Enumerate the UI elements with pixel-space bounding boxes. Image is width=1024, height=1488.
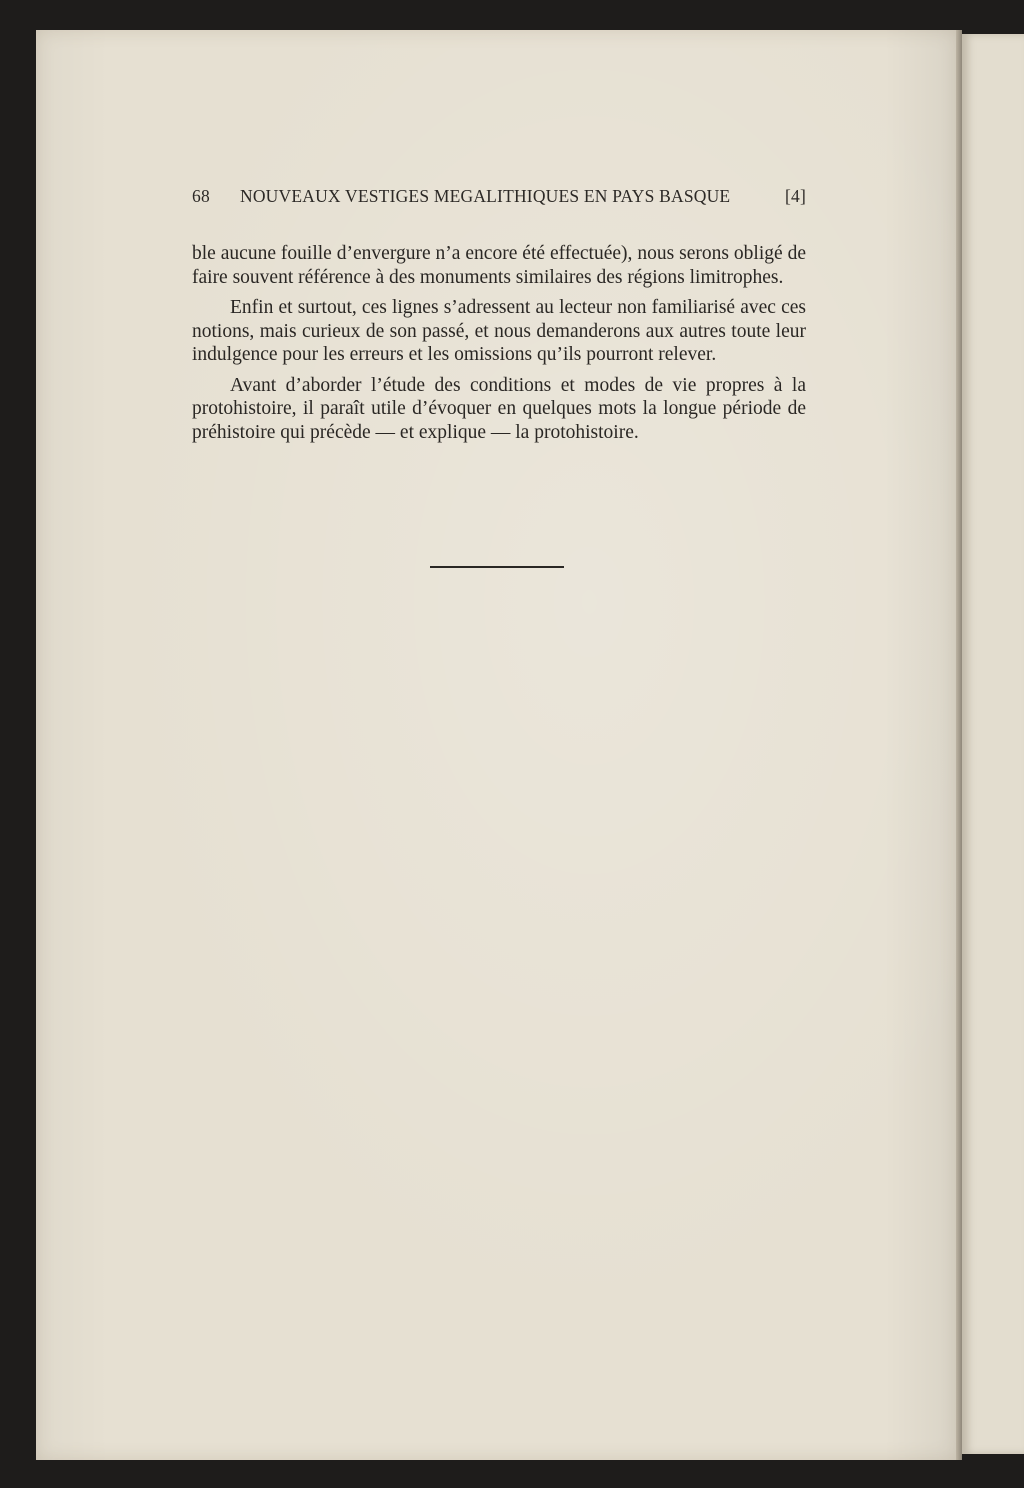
section-marker: [4] [784, 186, 806, 206]
facing-page-edge [962, 34, 1024, 1454]
paragraph-continuation: ble aucune fouille d’envergure n’a encore été effectuée), nous serons obligé de faire souvent référence à des monuments similaires des régions limitrophes. [192, 243, 806, 288]
paragraph: Enfin et surtout, ces lignes s’adressent au lecteur non familiarisé avec ces notions, mais curieux de son passé, et nous demanderons aux autres toute leur indulgence pour les erreurs et les omissions qu’ils pourront relever. [192, 297, 806, 365]
section-end-rule [430, 566, 564, 568]
running-header [192, 186, 806, 216]
running-title: NOUVEAUX VESTIGES MEGALITHIQUES EN PAYS BASQUE [240, 186, 731, 206]
body-text [192, 242, 806, 451]
page-number: 68 [192, 186, 210, 206]
paragraph: Avant d’aborder l’étude des conditions et modes de vie propres à la protohistoire, il paraît utile d’évoquer en quelques mots la longue période de préhistoire qui précède — et explique — la protohistoire. [192, 374, 806, 443]
